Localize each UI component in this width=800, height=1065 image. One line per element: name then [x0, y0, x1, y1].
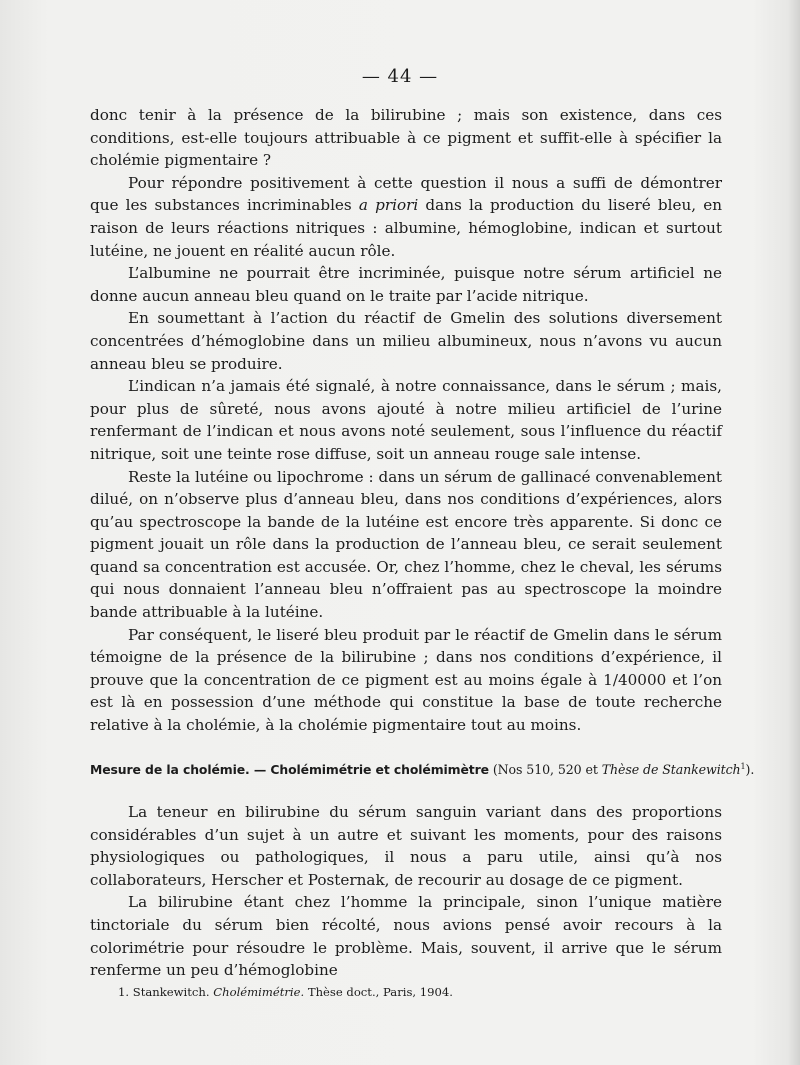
footnote-ref: 1: [740, 762, 746, 771]
body-text-top: [90, 104, 722, 737]
paragraph: Reste la lutéine ou lipochrome : dans un sérum de gallinacé convenablement dilué, on n’observe plus d’anneau bleu, dans nos conditions d’expériences, alors qu’au spectroscope la bande de la lutéine est encore très apparente. Si donc ce pigment jouait un rôle dans la production de l’anneau bleu, ce serait seulement quand sa concentration est accusée. Or, chez l’homme, chez le cheval, les sérums qui nous donnaient l’anneau bleu n’offraient pas au spectroscope la moindre bande attribuable à la lutéine.: [90, 467, 722, 622]
footnote-title: Cholémimétrie.: [213, 985, 305, 999]
footnote-marker: 1.: [118, 985, 130, 999]
heading-thesis: Thèse de Stankewitch: [601, 762, 741, 778]
paragraph: La bilirubine étant chez l’homme la principale, sinon l’unique matière tinctoriale du sérum bien récolté, nous avions pensé avoir recours à la colorimétrie pour résoudre le problème. Mais, souvent, il arrive que le sérum renferme un peu d’hémoglobine: [90, 893, 722, 980]
paragraph: L’indican n’a jamais été signalé, à notre connaissance, dans le sérum ; mais, pour plus de sûreté, nous avons ajouté à notre milieu artificiel de l’urine renfermant de l’indican et nous avons noté seulement, sous l’influence du réactif nitrique, soit une teinte rose diffuse, soit un anneau rouge sale intense.: [90, 377, 722, 463]
section-heading: Mesure de la cholémie. — Cholémimétrie et cholémimètre (Nos 510, 520 et Thèse de Stankewitch$^1$).: [90, 762, 755, 778]
paragraph: Pour répondre positivement à cette question il nous a suffi de démontrer que les substances incriminables a priori dans la production du liseré bleu, en raison de leurs réactions nitriques : albumine, hémoglobine, indican et surtout lutéine, ne jouent en réalité aucun rôle.: [90, 173, 723, 260]
footnote: 1. Stankewitch. Cholémimétrie. Thèse doct., Paris, 1904.: [118, 985, 453, 999]
italic-term: a priori: [358, 196, 419, 215]
page-number: — 44 —: [361, 66, 439, 87]
heading-refs: (Nos 510, 520 et: [488, 762, 602, 778]
paragraph: donc tenir à la présence de la bilirubine ; mais son existence, dans ces conditions, est-elle toujours attribuable à ce pigment et suffit-elle à spécifier la cholémie pigmentaire ?: [90, 106, 722, 170]
body-text-bottom: [90, 801, 722, 982]
paragraph: En soumettant à l’action du réactif de Gmelin des solutions diversement concentrées d’hémoglobine dans un milieu albumineux, nous n’avons vu aucun anneau bleu se produire.: [90, 309, 722, 373]
paragraph: La teneur en bilirubine du sérum sanguin variant dans des proportions considérables d’un sujet à un autre et suivant les moments, pour des raisons physiologiques ou pathologiques, il nous a paru utile, ainsi qu’à nos collaborateurs, Herscher et Posternak, de recourir au dosage de ce pigment.: [90, 803, 722, 889]
paragraph: L’albumine ne pourrait être incriminée, puisque notre sérum artificiel ne donne aucun anneau bleu quand on le traite par l’acide nitrique.: [90, 264, 722, 305]
paragraph: Par conséquent, le liseré bleu produit par le réactif de Gmelin dans le sérum témoigne de la présence de la bilirubine ; dans nos conditions d’expérience, il prouve que la concentration de ce pigment est au moins égale à 1/40000 et l’on est là en possession d’une méthode qui constitue la base de toute recherche relative à la cholémie, à la cholémie pigmentaire tout au moins.: [90, 625, 722, 735]
page-edge-shadow: [788, 0, 800, 1065]
heading-title: Mesure de la cholémie. — Cholémimétrie et cholémimètre: [90, 762, 489, 778]
